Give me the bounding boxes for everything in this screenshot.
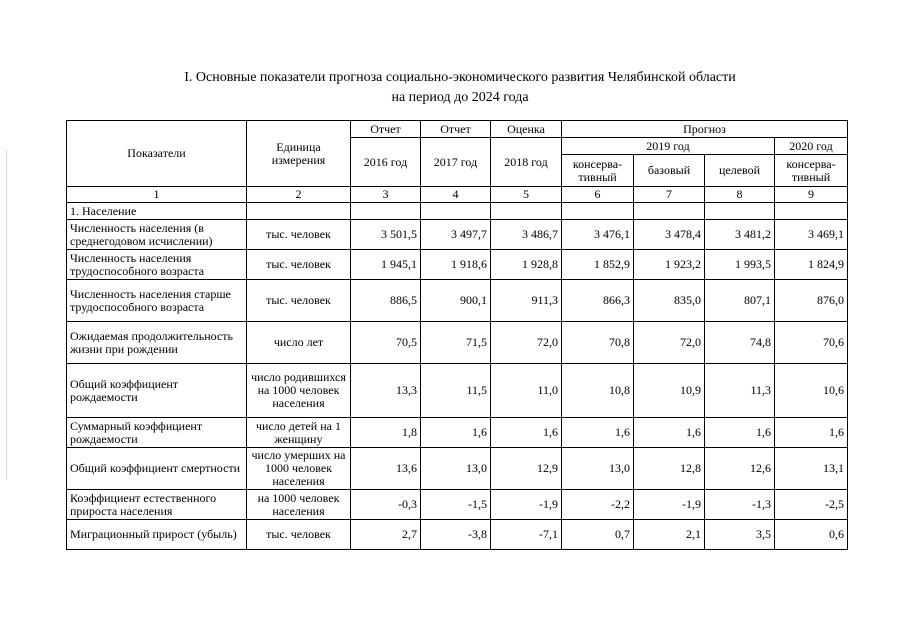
value-cell: 70,6 — [775, 322, 848, 364]
value-cell: 13,0 — [421, 448, 491, 490]
header-unit: Единица измерения — [247, 121, 351, 187]
value-cell: 72,0 — [634, 322, 705, 364]
indicator-unit: на 1000 человек населения — [247, 490, 351, 520]
value-cell: 72,0 — [491, 322, 562, 364]
value-cell: 1 928,8 — [491, 250, 562, 280]
indicator-name: Численность населения старше трудоспособного возраста — [67, 280, 247, 322]
value-cell: 13,3 — [351, 364, 421, 418]
value-cell: 13,1 — [775, 448, 848, 490]
forecast-table — [66, 120, 848, 550]
value-cell: 74,8 — [705, 322, 775, 364]
column-number: 4 — [421, 187, 491, 203]
scan-edge-line — [6, 150, 7, 480]
header-report-2016: Отчет — [351, 121, 421, 138]
header-scenario-conservative: консерва-тивный — [562, 155, 634, 187]
value-cell: 866,3 — [562, 280, 634, 322]
header-scenario-base: базовый — [634, 155, 705, 187]
header-scenario-target: целевой — [705, 155, 775, 187]
indicator-name: Суммарный коэффициент рождаемости — [67, 418, 247, 448]
value-cell: 2,7 — [351, 520, 421, 550]
value-cell: 1,6 — [705, 418, 775, 448]
header-year-2017: 2017 год — [421, 138, 491, 187]
value-cell: -1,3 — [705, 490, 775, 520]
value-cell: 886,5 — [351, 280, 421, 322]
title-line-1: I. Основные показатели прогноза социально-экономического развития Челябинской области — [184, 70, 736, 85]
column-number: 1 — [67, 187, 247, 203]
value-cell: 12,9 — [491, 448, 562, 490]
value-cell: 1 852,9 — [562, 250, 634, 280]
indicator-unit: число лет — [247, 322, 351, 364]
value-cell: -3,8 — [421, 520, 491, 550]
header-report-2017: Отчет — [421, 121, 491, 138]
header-estimate: Оценка — [491, 121, 562, 138]
table-row — [67, 490, 848, 520]
indicator-name: Численность населения трудоспособного возраста — [67, 250, 247, 280]
header-year-2020: 2020 год — [775, 138, 848, 155]
title-line-2: на период до 2024 года — [391, 90, 529, 105]
column-number: 6 — [562, 187, 634, 203]
header-year-2016: 2016 год — [351, 138, 421, 187]
value-cell: 12,8 — [634, 448, 705, 490]
value-cell: 900,1 — [421, 280, 491, 322]
column-number: 9 — [775, 187, 848, 203]
indicator-name: Общий коэффициент смертности — [67, 448, 247, 490]
table-row — [67, 250, 848, 280]
value-cell: 11,0 — [491, 364, 562, 418]
value-cell: -1,9 — [634, 490, 705, 520]
header-scenario-conservative-2020: консерва-тивный — [775, 155, 848, 187]
header-year-2019: 2019 год — [562, 138, 775, 155]
column-number: 2 — [247, 187, 351, 203]
table-row — [67, 448, 848, 490]
column-number: 5 — [491, 187, 562, 203]
value-cell: 1,6 — [775, 418, 848, 448]
table-row — [67, 280, 848, 322]
header-forecast: Прогноз — [562, 121, 848, 138]
value-cell: 3 469,1 — [775, 220, 848, 250]
value-cell: 3 486,7 — [491, 220, 562, 250]
indicator-name: Миграционный прирост (убыль) — [67, 520, 247, 550]
value-cell: 3 497,7 — [421, 220, 491, 250]
value-cell: -0,3 — [351, 490, 421, 520]
value-cell: -1,9 — [491, 490, 562, 520]
value-cell: 0,6 — [775, 520, 848, 550]
value-cell: 3 476,1 — [562, 220, 634, 250]
value-cell: 1 993,5 — [705, 250, 775, 280]
table-row — [67, 418, 848, 448]
value-cell: 1,6 — [634, 418, 705, 448]
header-indicators: Показатели — [67, 121, 247, 187]
indicator-unit: тыс. человек — [247, 520, 351, 550]
value-cell: 3,5 — [705, 520, 775, 550]
value-cell: 3 481,2 — [705, 220, 775, 250]
value-cell: -1,5 — [421, 490, 491, 520]
value-cell: 11,5 — [421, 364, 491, 418]
value-cell: 1,6 — [491, 418, 562, 448]
value-cell: -7,1 — [491, 520, 562, 550]
column-number: 8 — [705, 187, 775, 203]
indicator-name: Ожидаемая продолжительность жизни при рождении — [67, 322, 247, 364]
value-cell: 1 945,1 — [351, 250, 421, 280]
column-number: 3 — [351, 187, 421, 203]
value-cell: 1,8 — [351, 418, 421, 448]
value-cell: 10,6 — [775, 364, 848, 418]
value-cell: 1,6 — [562, 418, 634, 448]
value-cell: 12,6 — [705, 448, 775, 490]
value-cell: -2,2 — [562, 490, 634, 520]
value-cell: 3 501,5 — [351, 220, 421, 250]
value-cell: 10,9 — [634, 364, 705, 418]
indicator-unit: тыс. человек — [247, 280, 351, 322]
value-cell: 835,0 — [634, 280, 705, 322]
indicator-unit: число умерших на 1000 человек населения — [247, 448, 351, 490]
value-cell: 0,7 — [562, 520, 634, 550]
value-cell: 70,5 — [351, 322, 421, 364]
value-cell: 1 824,9 — [775, 250, 848, 280]
value-cell: 1 923,2 — [634, 250, 705, 280]
indicator-name: Коэффициент естественного прироста населения — [67, 490, 247, 520]
column-number: 7 — [634, 187, 705, 203]
document-title — [60, 68, 860, 108]
value-cell: 10,8 — [562, 364, 634, 418]
table-row — [67, 364, 848, 418]
value-cell: 11,3 — [705, 364, 775, 418]
value-cell: 807,1 — [705, 280, 775, 322]
value-cell: 876,0 — [775, 280, 848, 322]
indicator-unit: число детей на 1 женщину — [247, 418, 351, 448]
indicator-unit: тыс. человек — [247, 220, 351, 250]
value-cell: 71,5 — [421, 322, 491, 364]
value-cell: 3 478,4 — [634, 220, 705, 250]
indicator-name: Общий коэффициент рождаемости — [67, 364, 247, 418]
indicator-unit: число родившихся на 1000 человек населения — [247, 364, 351, 418]
value-cell: 1,6 — [421, 418, 491, 448]
indicator-name: Численность населения (в среднегодовом исчислении) — [67, 220, 247, 250]
value-cell: -2,5 — [775, 490, 848, 520]
value-cell: 70,8 — [562, 322, 634, 364]
value-cell: 13,0 — [562, 448, 634, 490]
column-number-row — [67, 187, 848, 203]
table-row — [67, 520, 848, 550]
value-cell: 2,1 — [634, 520, 705, 550]
section-label: 1. Население — [67, 203, 247, 220]
value-cell: 13,6 — [351, 448, 421, 490]
value-cell: 1 918,6 — [421, 250, 491, 280]
table-row — [67, 220, 848, 250]
header-year-2018: 2018 год — [491, 138, 562, 187]
table-row — [67, 322, 848, 364]
value-cell: 911,3 — [491, 280, 562, 322]
indicator-unit: тыс. человек — [247, 250, 351, 280]
